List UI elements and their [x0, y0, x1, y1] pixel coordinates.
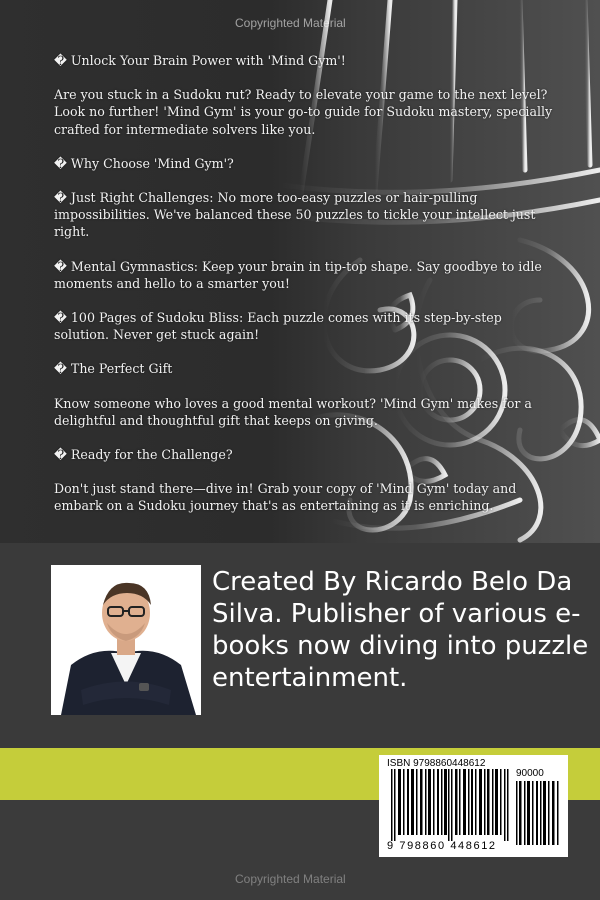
blurb-heading-gift: � The Perfect Gift: [54, 361, 173, 377]
author-bio: Created By Ricardo Belo Da Silva. Publisher of various e-books now diving into puzzle entertainment.: [212, 567, 589, 693]
blurb-closing: Don't just stand there—dive in! Grab your copy of 'Mind Gym' today and embark on a Sudoku journey that's as entertaining as it is enriching.: [54, 481, 517, 514]
blurb-heading-ready: � Ready for the Challenge?: [54, 447, 233, 463]
back-cover-blurb: [54, 52, 554, 532]
blurb-point-pages: � 100 Pages of Sudoku Bliss: Each puzzle comes with its step-by-step solution. Never get stuck again!: [54, 310, 502, 343]
copyright-watermark-top: Copyrighted Material: [235, 16, 346, 30]
blurb-point-challenges: � Just Right Challenges: No more too-easy puzzles or hair-pulling impossibilities. We've balanced these 50 puzzles to tickle your intellect just right.: [54, 190, 536, 240]
copyright-watermark-bottom: Copyrighted Material: [235, 872, 346, 886]
isbn-barcode: [379, 755, 568, 857]
blurb-point-gymnastics: � Mental Gymnastics: Keep your brain in tip-top shape. Say goodbye to idle moments and hello to a smarter you!: [54, 258, 542, 291]
barcode-digits: 9 798860 448612: [387, 840, 497, 852]
author-portrait-illustration: [51, 565, 201, 715]
blurb-heading-unlock: � Unlock Your Brain Power with 'Mind Gym'!: [54, 53, 346, 68]
blurb-intro: Are you stuck in a Sudoku rut? Ready to elevate your game to the next level? Look no further! 'Mind Gym' is your go-to guide for Sudoku mastery, specially crafted for intermediate solvers like you.: [54, 87, 553, 137]
isbn-label: ISBN 9798860448612: [387, 758, 486, 769]
barcode-bars: [387, 769, 511, 841]
blurb-gift-text: Know someone who loves a good mental workout? 'Mind Gym' makes for a delightful and thoughtful gift that keeps on giving.: [54, 395, 532, 428]
barcode-price-code: 90000: [516, 768, 544, 779]
barcode-addon-bars: [515, 781, 561, 845]
author-photo: [51, 565, 201, 715]
blurb-heading-why: � Why Choose 'Mind Gym'?: [54, 155, 234, 171]
